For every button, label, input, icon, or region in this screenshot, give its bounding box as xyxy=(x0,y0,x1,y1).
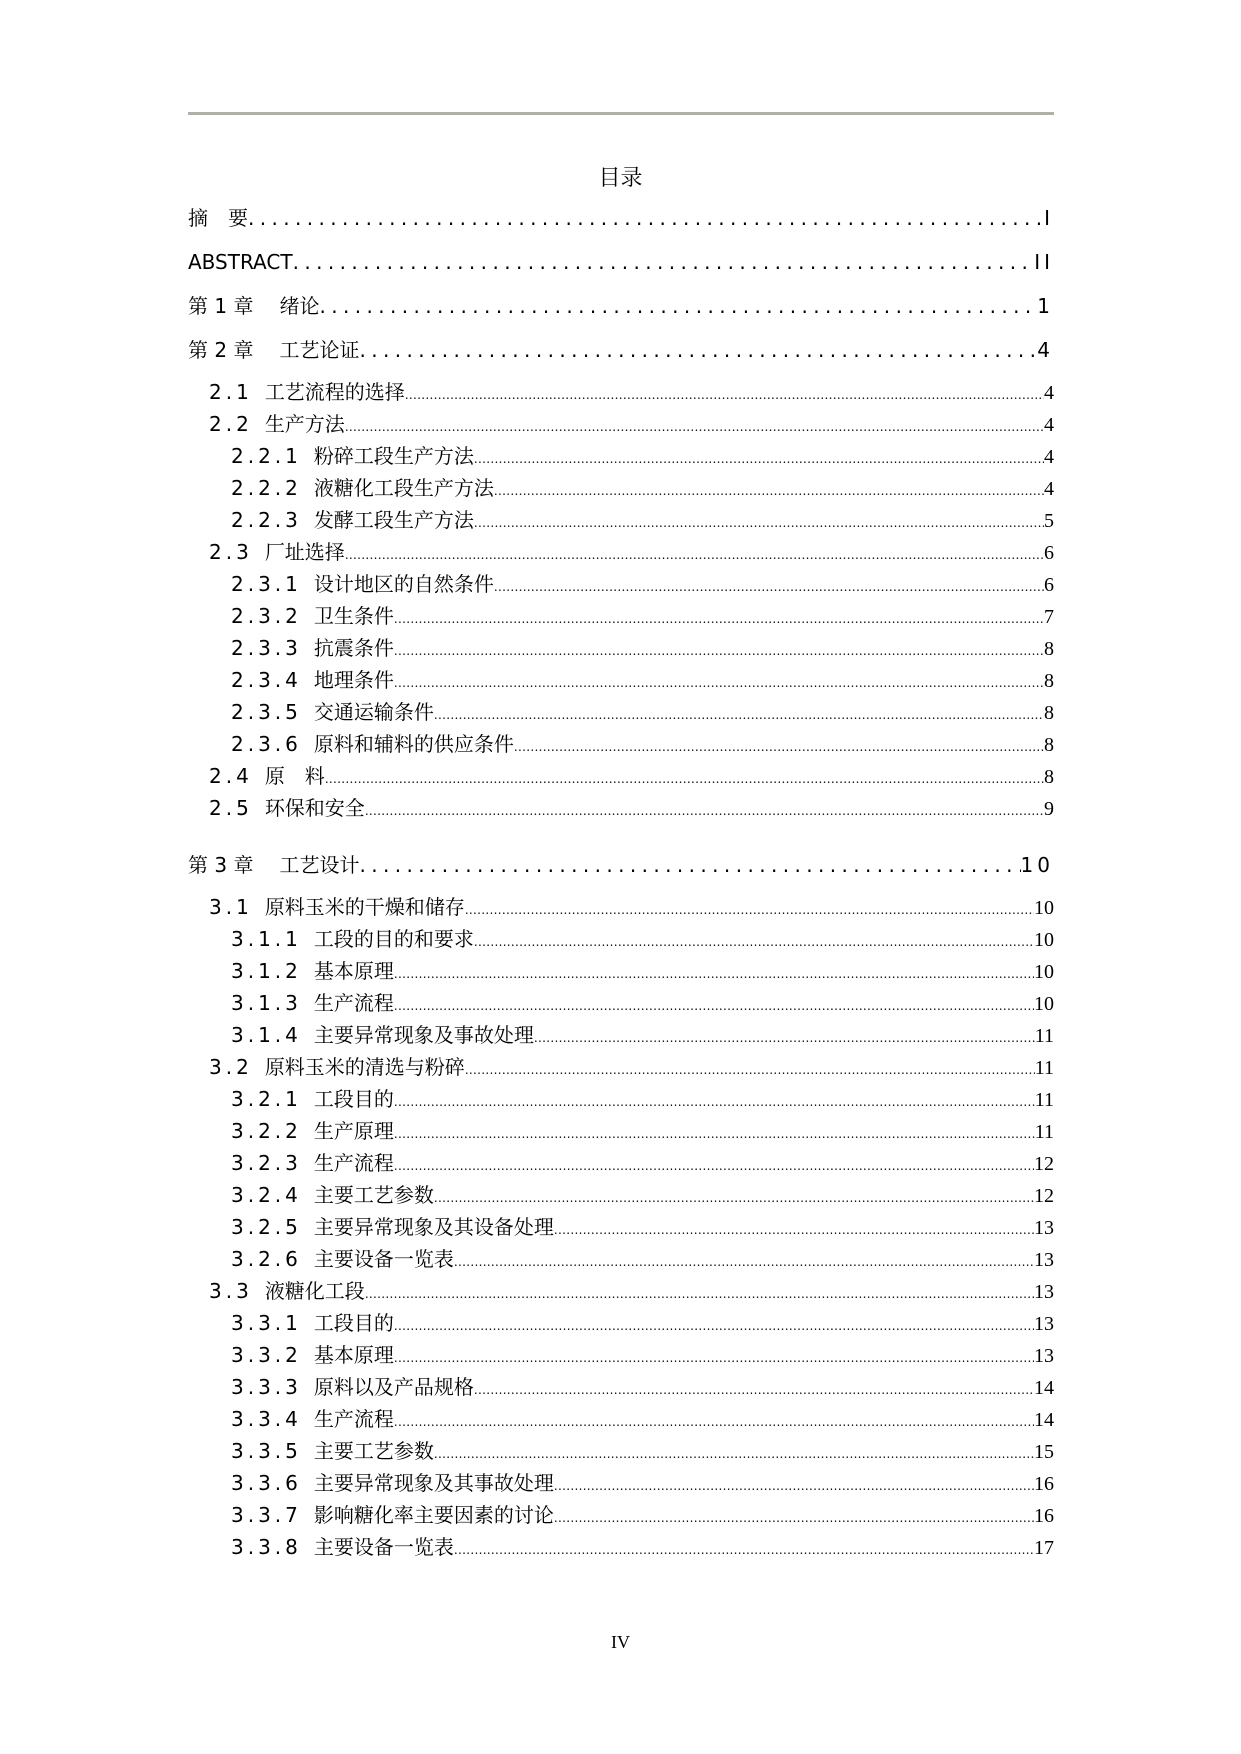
toc-entry-number: 2.3 xyxy=(209,540,253,564)
toc-entry-number: 2.3.2 xyxy=(231,604,302,628)
toc-entry-title: 地理条件 xyxy=(313,668,394,692)
toc-entry[interactable] xyxy=(188,442,1054,470)
toc-entry-number: 2.3.5 xyxy=(231,700,302,724)
dot-leader xyxy=(454,1248,1034,1276)
toc-entry-number: 3.2.6 xyxy=(231,1247,302,1271)
dot-leader xyxy=(494,573,1044,601)
toc-entry-page: 17 xyxy=(1034,1537,1054,1559)
toc-entry[interactable] xyxy=(188,762,1054,790)
toc-entry-title: 液糖化工段 xyxy=(264,1279,365,1303)
toc-entry-number: 3.3.3 xyxy=(231,1375,302,1399)
toc-entry-number: 第 2 章 xyxy=(188,338,254,362)
toc-entry-page: 7 xyxy=(1044,606,1054,628)
toc-entry-page: 9 xyxy=(1044,798,1054,820)
toc-entry-number: 第 1 章 xyxy=(188,294,254,318)
toc-entry-number: 3.3.2 xyxy=(231,1343,302,1367)
toc-entry-title: 原料玉米的清选与粉碎 xyxy=(264,1055,465,1079)
toc-entry-page: 13 xyxy=(1034,1217,1054,1239)
toc-entry-title: 主要异常现象及其事故处理 xyxy=(313,1471,554,1495)
toc-entry-title: 摘 要 xyxy=(188,206,248,230)
toc-entry-title: 工段的目的和要求 xyxy=(313,927,474,951)
toc-entry-title: 卫生条件 xyxy=(313,604,394,628)
toc-entry-number: 3.1.1 xyxy=(231,927,302,951)
toc-entry-number: 3.1.3 xyxy=(231,991,302,1015)
toc-entry-title: 主要异常现象及其设备处理 xyxy=(313,1215,554,1239)
dot-leader xyxy=(554,1472,1034,1500)
toc-entry-page: 6 xyxy=(1044,542,1054,564)
toc-entry-page: 16 xyxy=(1034,1505,1054,1527)
toc-entry-page: 4 xyxy=(1044,446,1054,468)
toc-entry-page: 11 xyxy=(1034,1057,1054,1079)
toc-entry-number: 2.3.4 xyxy=(231,668,302,692)
toc-entry-page: 10 xyxy=(1034,961,1054,983)
toc-entry-page: 13 xyxy=(1034,1249,1054,1271)
toc-entry-number: 2.3.1 xyxy=(231,572,302,596)
dot-leader xyxy=(394,637,1044,665)
dot-leader xyxy=(494,477,1044,505)
dot-leader xyxy=(554,1504,1034,1532)
toc-entry-title: 工段目的 xyxy=(313,1311,394,1335)
toc-entry-title: 生产方法 xyxy=(264,412,345,436)
toc-entry-page: 12 xyxy=(1034,1153,1054,1175)
toc-entry-number: 3.3.5 xyxy=(231,1439,302,1463)
toc-entry-page: 13 xyxy=(1034,1313,1054,1335)
toc-entry[interactable] xyxy=(188,1437,1054,1465)
toc-entry-page: 4 xyxy=(1044,382,1054,404)
toc-entry[interactable] xyxy=(188,698,1054,726)
toc-entry-number: 3.3.4 xyxy=(231,1407,302,1431)
dot-leader xyxy=(325,765,1044,793)
toc-entry-page: 14 xyxy=(1034,1377,1054,1399)
toc-entry-title: 粉碎工段生产方法 xyxy=(313,444,474,468)
toc-entry[interactable] xyxy=(188,666,1054,694)
toc-entry-page: II xyxy=(1034,250,1054,274)
dot-leader xyxy=(534,1024,1035,1052)
dot-leader xyxy=(394,1344,1034,1372)
toc-entry[interactable] xyxy=(188,203,1054,233)
toc-entry[interactable] xyxy=(188,1245,1054,1273)
toc-entry-page: 10 xyxy=(1034,897,1054,919)
toc-entry-page: 11 xyxy=(1034,1121,1054,1143)
toc-entry-page: 13 xyxy=(1034,1345,1054,1367)
toc-entry-title: 主要工艺参数 xyxy=(313,1439,434,1463)
toc-entry-page: I xyxy=(1044,206,1054,230)
toc-entry-page: 8 xyxy=(1044,638,1054,660)
dot-leader xyxy=(248,203,1044,233)
dot-leader xyxy=(474,928,1034,956)
toc-entry-number: 第 3 章 xyxy=(188,853,254,877)
toc-entry-number: 2.2.3 xyxy=(231,508,302,532)
toc-entry[interactable] xyxy=(188,1213,1054,1241)
toc-entry-title: 基本原理 xyxy=(313,1343,394,1367)
toc-entry-page: 8 xyxy=(1044,766,1054,788)
toc-entry[interactable] xyxy=(188,1149,1054,1177)
toc-entry[interactable] xyxy=(188,291,1054,321)
toc-entry-title: 工艺论证 xyxy=(279,338,360,362)
dot-leader xyxy=(359,335,1037,365)
toc-entry-page: 10 xyxy=(1034,993,1054,1015)
toc-entry-title: 基本原理 xyxy=(313,959,394,983)
toc-entry-number: 3.2.3 xyxy=(231,1151,302,1175)
dot-leader xyxy=(434,1184,1034,1212)
dot-leader xyxy=(394,1152,1034,1180)
toc-entry[interactable] xyxy=(188,634,1054,662)
toc-entry-title: 原料以及产品规格 xyxy=(313,1375,474,1399)
toc-entry-number: 3.1.4 xyxy=(231,1023,302,1047)
toc-entry[interactable] xyxy=(188,1181,1054,1209)
toc-entry[interactable] xyxy=(188,538,1054,566)
toc-entry-title: 原料玉米的干燥和储存 xyxy=(264,895,465,919)
toc-entry[interactable] xyxy=(188,1021,1054,1049)
dot-leader xyxy=(365,797,1044,825)
toc-entry[interactable] xyxy=(188,1277,1054,1305)
toc-entry-title: 主要异常现象及事故处理 xyxy=(313,1023,534,1047)
dot-leader xyxy=(394,1312,1034,1340)
toc-entry-title: 生产原理 xyxy=(313,1119,394,1143)
dot-leader xyxy=(394,1120,1035,1148)
toc-entry-page: 11 xyxy=(1034,1089,1054,1111)
toc-entry-page: 8 xyxy=(1044,702,1054,724)
toc-entry[interactable] xyxy=(188,957,1054,985)
toc-entry-title: 主要工艺参数 xyxy=(313,1183,434,1207)
toc-entry-number: 3.2.2 xyxy=(231,1119,302,1143)
toc-entry-number: 2.3.3 xyxy=(231,636,302,660)
toc-entry[interactable] xyxy=(188,1405,1054,1433)
dot-leader xyxy=(394,992,1034,1020)
toc-entry-title: 生产流程 xyxy=(313,1151,394,1175)
toc-entry[interactable] xyxy=(188,506,1054,534)
toc-entry-page: 15 xyxy=(1034,1441,1054,1463)
dot-leader xyxy=(394,1088,1035,1116)
toc-entry-title: 厂址选择 xyxy=(264,540,345,564)
toc-entry[interactable] xyxy=(188,1341,1054,1369)
toc-entry-page: 13 xyxy=(1034,1281,1054,1303)
dot-leader xyxy=(474,445,1044,473)
dot-leader xyxy=(359,850,1020,880)
toc-entry-number: 3.3.1 xyxy=(231,1311,302,1335)
toc-entry-title: 生产流程 xyxy=(313,1407,394,1431)
toc-entry-title: 交通运输条件 xyxy=(313,700,434,724)
dot-leader xyxy=(434,1440,1034,1468)
toc-entry-number: 3.1 xyxy=(209,895,253,919)
toc-entry-page: 4 xyxy=(1044,478,1054,500)
toc-entry-page: 6 xyxy=(1044,574,1054,596)
toc-entry[interactable] xyxy=(188,474,1054,502)
toc-entry-number: 3.3 xyxy=(209,1279,253,1303)
dot-leader xyxy=(365,1280,1034,1308)
toc-entry-page: 14 xyxy=(1034,1409,1054,1431)
dot-leader xyxy=(394,669,1044,697)
dot-leader xyxy=(514,733,1044,761)
toc-entry[interactable] xyxy=(188,1373,1054,1401)
toc-entry-title: 工艺设计 xyxy=(279,853,360,877)
dot-leader xyxy=(319,291,1037,321)
dot-leader xyxy=(465,896,1034,924)
dot-leader xyxy=(474,509,1044,537)
toc-entry-title: 发酵工段生产方法 xyxy=(313,508,474,532)
dot-leader xyxy=(394,605,1044,633)
toc-entry-title: ABSTRACT xyxy=(188,250,293,274)
toc-entry-number: 3.2.1 xyxy=(231,1087,302,1111)
toc-entry[interactable] xyxy=(188,410,1054,438)
toc-entry[interactable] xyxy=(188,1085,1054,1113)
toc-entry-title: 环保和安全 xyxy=(264,796,365,820)
page-number: IV xyxy=(611,1632,630,1652)
dot-leader xyxy=(465,1056,1035,1084)
dot-leader xyxy=(405,381,1044,409)
toc-entry[interactable] xyxy=(188,989,1054,1017)
toc-entry[interactable] xyxy=(188,1309,1054,1337)
toc-entry[interactable] xyxy=(188,1117,1054,1145)
toc-entry[interactable] xyxy=(188,602,1054,630)
toc-entry-title: 抗震条件 xyxy=(313,636,394,660)
toc-entry-page: 1 xyxy=(1037,294,1054,318)
toc-entry-title: 液糖化工段生产方法 xyxy=(313,476,494,500)
header-rule xyxy=(188,112,1054,115)
toc-entry-number: 3.2.4 xyxy=(231,1183,302,1207)
toc-entry-number: 2.2 xyxy=(209,412,253,436)
toc-entry-page: 8 xyxy=(1044,734,1054,756)
toc-entry-title: 绪论 xyxy=(279,294,320,318)
toc-entry[interactable] xyxy=(188,1533,1054,1561)
dot-leader xyxy=(474,1376,1034,1404)
toc-entry[interactable] xyxy=(188,247,1054,277)
toc-entry-title: 工艺流程的选择 xyxy=(264,380,405,404)
toc-entry-title: 原 料 xyxy=(264,764,325,788)
toc-entry[interactable] xyxy=(188,1469,1054,1497)
toc-entry[interactable] xyxy=(188,335,1054,365)
toc-entry-title: 影响糖化率主要因素的讨论 xyxy=(313,1503,554,1527)
toc-entry[interactable] xyxy=(188,1053,1054,1081)
toc-entry-number: 3.3.8 xyxy=(231,1535,302,1559)
toc-entry-number: 2.5 xyxy=(209,796,253,820)
toc-entry-title: 原料和辅料的供应条件 xyxy=(313,732,514,756)
toc-entry-number: 2.1 xyxy=(209,380,253,404)
toc-entry-number: 3.2.5 xyxy=(231,1215,302,1239)
toc-entry-page: 5 xyxy=(1044,510,1054,532)
toc-entry-page: 10 xyxy=(1034,929,1054,951)
dot-leader xyxy=(394,1408,1034,1436)
toc-entry[interactable] xyxy=(188,794,1054,822)
toc-entry-page: 8 xyxy=(1044,670,1054,692)
dot-leader xyxy=(434,701,1044,729)
toc-entry-title: 工段目的 xyxy=(313,1087,394,1111)
dot-leader xyxy=(454,1536,1034,1564)
toc-entry[interactable] xyxy=(188,925,1054,953)
toc-entry[interactable] xyxy=(188,1501,1054,1529)
dot-leader xyxy=(394,960,1034,988)
toc-entry[interactable] xyxy=(188,730,1054,758)
toc-entry[interactable] xyxy=(188,570,1054,598)
dot-leader xyxy=(345,413,1044,441)
toc-entry-number: 2.2.1 xyxy=(231,444,302,468)
toc-entry-number: 2.2.2 xyxy=(231,476,302,500)
toc-entry-page: 16 xyxy=(1034,1473,1054,1495)
toc-entry-title: 设计地区的自然条件 xyxy=(313,572,494,596)
toc-entry[interactable] xyxy=(188,850,1054,880)
toc-entry-title: 主要设备一览表 xyxy=(313,1535,454,1559)
toc-entry-page: 10 xyxy=(1020,853,1054,877)
toc-title: 目录 xyxy=(598,166,643,191)
dot-leader xyxy=(554,1216,1034,1244)
toc-entry-number: 3.1.2 xyxy=(231,959,302,983)
toc-entry-number: 2.3.6 xyxy=(231,732,302,756)
toc-entry[interactable] xyxy=(188,893,1054,921)
toc-entry-page: 4 xyxy=(1037,338,1054,362)
toc-entry-number: 3.3.6 xyxy=(231,1471,302,1495)
dot-leader xyxy=(345,541,1044,569)
dot-leader xyxy=(293,247,1035,277)
toc-entry-page: 12 xyxy=(1034,1185,1054,1207)
toc-entry-title: 生产流程 xyxy=(313,991,394,1015)
toc-entry-number: 3.2 xyxy=(209,1055,253,1079)
toc-entry-number: 2.4 xyxy=(209,764,253,788)
toc-entry-number: 3.3.7 xyxy=(231,1503,302,1527)
toc-entry[interactable] xyxy=(188,378,1054,406)
toc-entry-page: 4 xyxy=(1044,414,1054,436)
toc-entry-title: 主要设备一览表 xyxy=(313,1247,454,1271)
toc-entry-page: 11 xyxy=(1034,1025,1054,1047)
